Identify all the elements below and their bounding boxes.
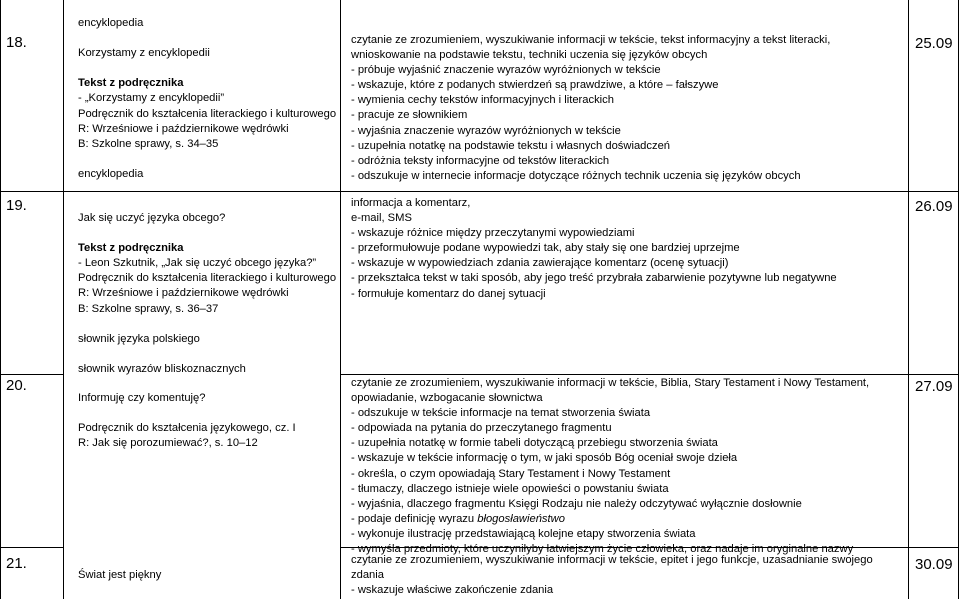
skill-line: - wskazuje, które z podanych stwierdzeń są prawdziwe, a które – fałszywe bbox=[351, 79, 719, 92]
materials-header: encyklopedia bbox=[78, 17, 144, 29]
skill-line: wnioskowanie na podstawie tekstu, techniki uczenia się języków obcych bbox=[351, 49, 708, 62]
skill-line: - odróżnia teksty informacyjne od tekstów literackich bbox=[351, 154, 610, 167]
lesson-title: Korzystamy z encyklopedii bbox=[78, 47, 210, 60]
textbook-name: Podręcznik do kształcenia językowego, cz. I bbox=[78, 422, 296, 435]
materials-cell bbox=[78, 391, 296, 451]
skill-line: - wskazuje różnice między przeczytanymi wypowiedziami bbox=[351, 227, 635, 240]
row-date: 25.09 bbox=[915, 35, 953, 52]
table-divider-number bbox=[63, 0, 64, 599]
skills-cell bbox=[351, 376, 869, 557]
skill-line: - przeformułowuje podane wypowiedzi tak, aby stały się one bardziej uprzejme bbox=[351, 242, 740, 255]
skill-line: - odszukuje w internecie informacje dotyczące różnych technik uczenia się języków obcych bbox=[351, 169, 801, 182]
chapter: R: Wrześniowe i październikowe wędrówki bbox=[78, 287, 289, 300]
row-number: 19. bbox=[6, 197, 27, 214]
skill-line: - określa, o czym opowiadają Stary Testament i Nowy Testament bbox=[351, 467, 671, 480]
skill-term: błogosławieństwo bbox=[477, 512, 565, 525]
skill-line: - odpowiada na pytania do przeczytanego fragmentu bbox=[351, 422, 612, 435]
skills-cell bbox=[351, 553, 873, 598]
skills-cell bbox=[351, 196, 837, 302]
lesson-title: Informuję czy komentuję? bbox=[78, 392, 206, 404]
row-date: 27.09 bbox=[915, 378, 953, 395]
lesson-title: Świat jest piękny bbox=[78, 569, 162, 581]
skill-line: - przekształca tekst w taki sposób, aby jego treść przybrała zabarwienie pozytywne lub negatywne bbox=[351, 272, 837, 285]
extra-resource: słownik języka polskiego bbox=[78, 332, 200, 345]
row-date: 26.09 bbox=[915, 198, 953, 215]
table-border-left bbox=[0, 0, 1, 599]
skill-line: - wskazuje w tekście informację o tym, w jaki sposób Bóg oceniał swoje dzieła bbox=[351, 452, 738, 465]
skills-cell bbox=[351, 33, 830, 184]
skill-line: - wykonuje ilustrację przedstawiającą kolejne etapy stworzenia świata bbox=[351, 527, 696, 540]
skill-line: - wymienia cechy tekstów informacyjnych i literackich bbox=[351, 94, 614, 107]
skill-line: - próbuje wyjaśnić znaczenie wyrazów wyróżnionych w tekście bbox=[351, 64, 661, 77]
text-item: - „Korzystamy z encyklopedii” bbox=[78, 92, 225, 105]
skill-line: zdania bbox=[351, 569, 384, 582]
extra-resource: słownik wyrazów bliskoznacznych bbox=[78, 362, 246, 375]
skill-line bbox=[351, 512, 869, 527]
skill-line: e-mail, SMS bbox=[351, 212, 412, 225]
skill-line: - wymyśla przedmioty, które uczyniłyby łatwiejszym życie człowieka, oraz nadaje im oryginalne nazwy bbox=[351, 543, 854, 556]
skill-line: informacja a komentarz, bbox=[351, 197, 471, 209]
materials-cell bbox=[78, 568, 161, 583]
row-date: 30.09 bbox=[915, 556, 953, 573]
textbook-name: Podręcznik do kształcenia literackiego i kulturowego bbox=[78, 107, 337, 120]
materials-cell bbox=[78, 211, 336, 377]
skill-line: - odszukuje w tekście informacje na temat stworzenia świata bbox=[351, 407, 651, 420]
skill-line: - wskazuje w wypowiedziach zdania zawierające komentarz (ocenę sytuacji) bbox=[351, 257, 729, 270]
textbook-name: Podręcznik do kształcenia literackiego i kulturowego bbox=[78, 272, 337, 285]
row-divider-19-20-right bbox=[340, 374, 959, 375]
textbook-heading: Tekst z podręcznika bbox=[78, 77, 184, 90]
skill-line: - wyjaśnia, dlaczego fragmentu Księgi Rodzaju nie należy odczytywać wyłącznie dosłownie bbox=[351, 497, 802, 510]
textbook-heading: Tekst z podręcznika bbox=[78, 242, 184, 255]
section: B: Szkolne sprawy, s. 36–37 bbox=[78, 302, 219, 315]
lesson-title: Jak się uczyć języka obcego? bbox=[78, 212, 226, 224]
skill-line: czytanie ze zrozumieniem, wyszukiwanie informacji w tekście, tekst informacyjny a tekst literacki, bbox=[351, 34, 831, 46]
skill-line: - pracuje ze słownikiem bbox=[351, 109, 468, 122]
table-divider-materials bbox=[340, 0, 341, 599]
skill-line: opowiadanie, wzbogacanie słownictwa bbox=[351, 392, 543, 405]
chapter: R: Jak się porozumiewać?, s. 10–12 bbox=[78, 437, 258, 450]
skill-line: - wskazuje właściwe zakończenie zdania bbox=[351, 584, 554, 597]
row-number: 21. bbox=[6, 555, 27, 572]
materials-footer: encyklopedia bbox=[78, 167, 144, 180]
skill-line: - tłumaczy, dlaczego istnieje wiele opowieści o powstaniu świata bbox=[351, 482, 669, 495]
materials-cell bbox=[78, 16, 336, 182]
skill-line: czytanie ze zrozumieniem, wyszukiwanie informacji w tekście, epitet i jego funkcje, uzasadnianie swojego bbox=[351, 554, 873, 566]
row-number: 20. bbox=[6, 377, 27, 394]
skill-text: - podaje definicję wyrazu bbox=[351, 512, 478, 525]
row-number: 18. bbox=[6, 34, 27, 51]
skill-line: - formułuje komentarz do danej sytuacji bbox=[351, 287, 546, 300]
row-divider-19-20-left bbox=[0, 374, 64, 375]
text-item: - Leon Szkutnik, „Jak się uczyć obcego języka?” bbox=[78, 257, 317, 270]
skill-line: - uzupełnia notatkę na podstawie tekstu i własnych doświadczeń bbox=[351, 139, 671, 152]
row-divider-20-21-left bbox=[0, 547, 64, 548]
skill-line: czytanie ze zrozumieniem, wyszukiwanie informacji w tekście, Biblia, Stary Testament i Nowy Testament, bbox=[351, 377, 870, 389]
chapter: R: Wrześniowe i październikowe wędrówki bbox=[78, 122, 289, 135]
row-divider-18-19 bbox=[0, 191, 959, 192]
table-divider-date bbox=[908, 0, 909, 599]
skill-line: - uzupełnia notatkę w formie tabeli dotyczącą przebiegu stworzenia świata bbox=[351, 437, 718, 450]
section: B: Szkolne sprawy, s. 34–35 bbox=[78, 137, 219, 150]
table-border-right bbox=[958, 0, 959, 599]
skill-line: - wyjaśnia znaczenie wyrazów wyróżnionych w tekście bbox=[351, 124, 621, 137]
